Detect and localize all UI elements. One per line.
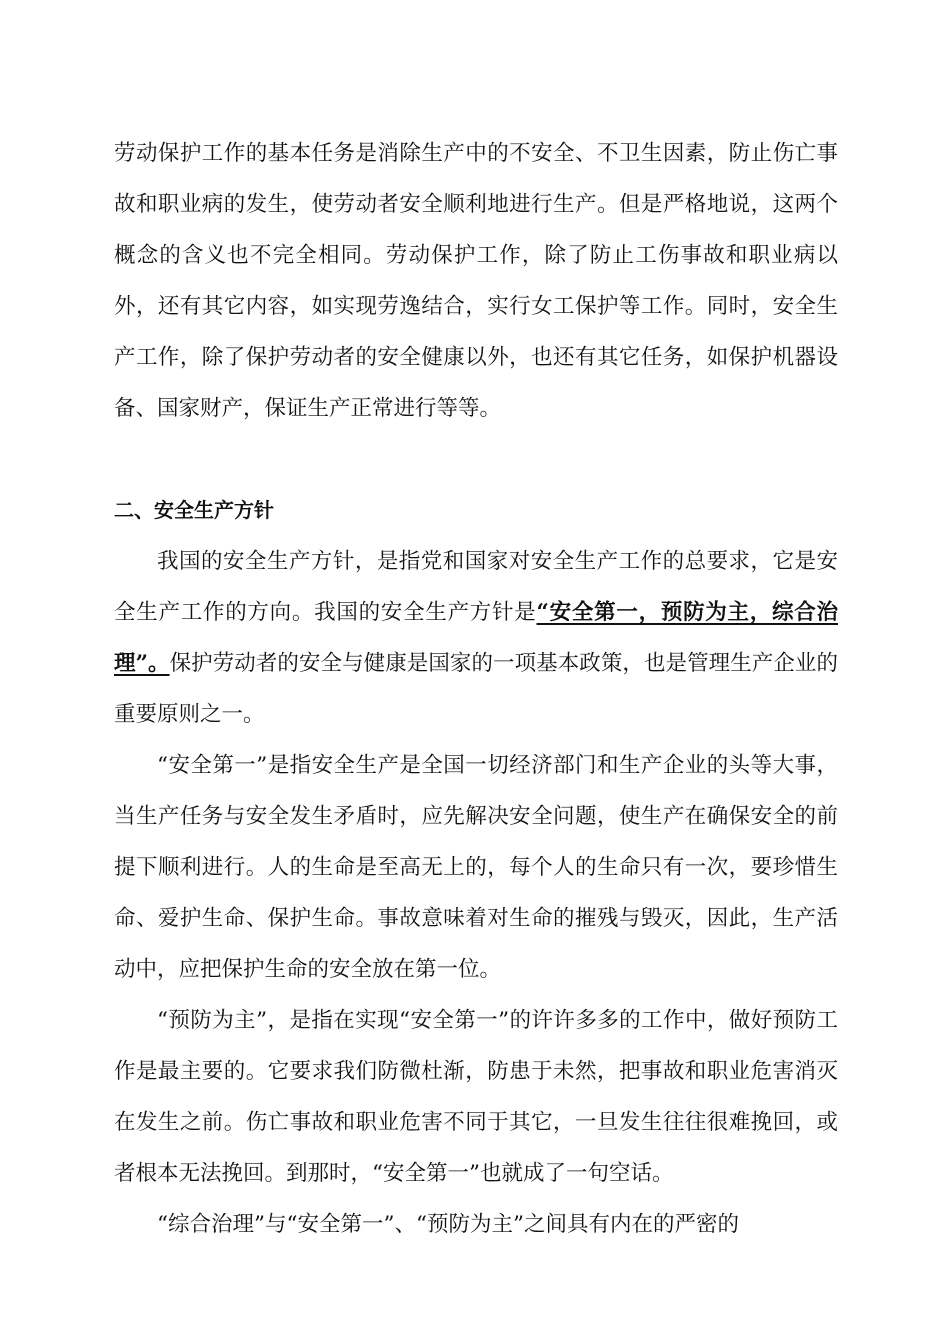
policy-slogan: “安全第一，预防为主，综合治理”。 — [114, 600, 838, 676]
paragraph-policy — [114, 536, 838, 740]
policy-intro-text: 我国的安全生产方针，是指党和国家对安全生产工作的总要求，它是安全生产工作的方向。我国的安全生产方针是 — [114, 549, 838, 625]
paragraph-labor-protection: 劳动保护工作的基本任务是消除生产中的不安全、不卫生因素，防止伤亡事故和职业病的发生，使劳动者安全顺利地进行生产。但是严格地说，这两个概念的含义也不完全相同。劳动保护工作，除了防止工伤事故和职业病以外，还有其它内容，如实现劳逸结合，实行女工保护等工作。同时，安全生产工作，除了保护劳动者的安全健康以外，也还有其它任务，如保护机器设备、国家财产，保证生产正常进行等等。 — [114, 141, 838, 421]
policy-outro-text: 保护劳动者的安全与健康是国家的一项基本政策，也是管理生产企业的重要原则之一。 — [114, 651, 838, 727]
paragraph-prevention-first: “预防为主”，是指在实现“安全第一”的许许多多的工作中，做好预防工作是最主要的。它要求我们防微杜渐，防患于未然，把事故和职业危害消灭在发生之前。伤亡事故和职业危害不同于其它，一旦发生往往很难挽回，或者根本无法挽回。到那时，“安全第一”也就成了一句空话。 — [114, 1008, 838, 1186]
document-page — [114, 128, 838, 1250]
paragraph-comprehensive-governance: “综合治理”与“安全第一”、“预防为主”之间具有内在的严密的 — [157, 1212, 739, 1237]
paragraph-gap — [114, 434, 838, 485]
section-heading: 二、安全生产方针 — [114, 498, 274, 522]
paragraph-safety-first: “安全第一”是指安全生产是全国一切经济部门和生产企业的头等大事，当生产任务与安全发生矛盾时，应先解决安全问题，使生产在确保安全的前提下顺利进行。人的生命是至高无上的，每个人的生命只有一次，要珍惜生命、爱护生命、保护生命。事故意味着对生命的摧残与毁灭，因此，生产活动中，应把保护生命的安全放在第一位。 — [114, 753, 838, 982]
